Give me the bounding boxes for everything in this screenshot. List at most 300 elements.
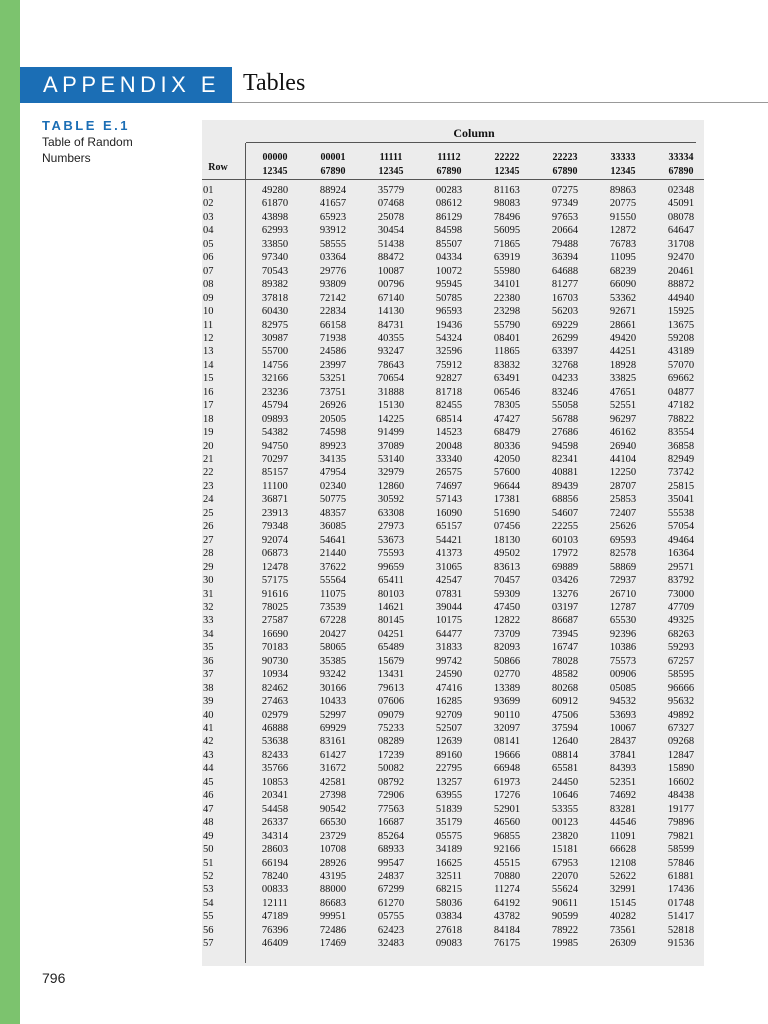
table-cell: 31708 xyxy=(667,238,695,250)
row-number: 03 xyxy=(203,211,214,223)
page-number: 796 xyxy=(42,970,66,986)
row-number: 43 xyxy=(203,749,214,761)
table-cell: 84184 xyxy=(493,924,521,936)
table-cell: 36858 xyxy=(667,440,695,452)
table-cell: 15130 xyxy=(377,400,405,412)
table-cell: 24586 xyxy=(319,346,347,358)
table-cell: 10386 xyxy=(609,642,637,654)
row-number: 19 xyxy=(203,427,214,439)
table-cell: 81277 xyxy=(551,279,579,291)
table-cell: 98083 xyxy=(493,198,521,210)
table-cell: 56788 xyxy=(551,413,579,425)
header-rule xyxy=(232,102,768,103)
table-cell: 13257 xyxy=(435,776,463,788)
table-cell: 64688 xyxy=(551,265,579,277)
table-cell: 54458 xyxy=(261,803,289,815)
row-number: 49 xyxy=(203,830,214,842)
table-cell: 99659 xyxy=(377,561,405,573)
table-cell: 37841 xyxy=(609,749,637,761)
table-cell: 55980 xyxy=(493,265,521,277)
table-row xyxy=(0,453,768,466)
table-cell: 82433 xyxy=(261,749,289,761)
table-cell: 30592 xyxy=(377,494,405,506)
table-row xyxy=(0,278,768,291)
table-cell: 36394 xyxy=(551,252,579,264)
table-cell: 49280 xyxy=(261,185,289,196)
table-cell: 08078 xyxy=(667,211,695,223)
table-row xyxy=(0,655,768,668)
table-cell: 83161 xyxy=(319,736,347,748)
table-cell: 90542 xyxy=(319,803,347,815)
table-cell: 82341 xyxy=(551,454,579,465)
table-row xyxy=(0,735,768,748)
table-cell: 63955 xyxy=(435,790,463,802)
table-cell: 82975 xyxy=(261,319,289,331)
table-cell: 00123 xyxy=(551,817,579,829)
table-cell: 96666 xyxy=(667,682,695,694)
table-cell: 80103 xyxy=(377,588,405,600)
row-number: 14 xyxy=(203,359,214,371)
table-cell: 22070 xyxy=(551,870,579,882)
row-number: 24 xyxy=(203,494,214,506)
table-row xyxy=(0,803,768,816)
table-cell: 47182 xyxy=(667,400,695,412)
row-number: 22 xyxy=(203,467,214,479)
table-cell: 72486 xyxy=(319,924,347,936)
table-cell: 55624 xyxy=(551,884,579,896)
row-number: 45 xyxy=(203,776,214,788)
table-cell: 53362 xyxy=(609,292,637,304)
table-cell: 23729 xyxy=(319,830,347,842)
table-cell: 02348 xyxy=(667,185,695,196)
row-number: 27 xyxy=(203,534,214,546)
row-number: 34 xyxy=(203,628,214,640)
table-cell: 63397 xyxy=(551,346,579,358)
table-cell: 20664 xyxy=(551,225,579,237)
row-number: 54 xyxy=(203,897,214,909)
column-header-line2: 67890 xyxy=(552,166,578,177)
column-header-line1: 00000 xyxy=(262,152,288,163)
table-cell: 07275 xyxy=(551,185,579,196)
table-cell: 74692 xyxy=(609,790,637,802)
row-number: 02 xyxy=(203,198,214,210)
table-caption: Table of Random Numbers xyxy=(42,135,133,165)
table-cell: 89382 xyxy=(261,279,289,291)
table-row xyxy=(0,345,768,358)
table-cell: 53355 xyxy=(551,803,579,815)
row-number: 06 xyxy=(203,252,214,264)
table-cell: 75573 xyxy=(609,655,637,667)
table-cell: 30454 xyxy=(377,225,405,237)
table-cell: 59208 xyxy=(667,332,695,344)
table-row xyxy=(0,265,768,278)
table-cell: 17381 xyxy=(493,494,521,506)
table-cell: 66090 xyxy=(609,279,637,291)
table-cell: 39044 xyxy=(435,601,463,613)
table-cell: 75233 xyxy=(377,723,405,734)
table-cell: 55564 xyxy=(319,575,347,587)
table-cell: 49892 xyxy=(667,709,695,721)
table-cell: 90611 xyxy=(552,897,578,909)
table-cell: 40355 xyxy=(377,332,405,344)
table-cell: 07606 xyxy=(377,696,405,708)
row-number: 53 xyxy=(203,884,214,896)
table-cell: 82578 xyxy=(609,548,637,560)
row-number: 50 xyxy=(203,844,214,856)
table-cell: 42547 xyxy=(435,575,463,587)
table-cell: 88872 xyxy=(667,279,695,291)
table-cell: 31888 xyxy=(377,386,405,398)
table-cell: 25815 xyxy=(667,480,695,492)
column-header-line1: 22222 xyxy=(494,152,520,163)
table-cell: 17276 xyxy=(493,790,521,802)
table-cell: 61270 xyxy=(377,897,405,909)
table-cell: 68263 xyxy=(667,628,695,640)
table-cell: 45794 xyxy=(261,400,289,412)
table-cell: 12478 xyxy=(261,561,289,573)
row-number: 25 xyxy=(203,507,214,519)
table-cell: 90599 xyxy=(551,911,579,923)
table-cell: 78822 xyxy=(667,413,695,425)
table-cell: 04251 xyxy=(377,628,405,640)
table-cell: 10708 xyxy=(319,844,347,856)
table-row xyxy=(0,319,768,332)
table-cell: 12640 xyxy=(551,736,579,748)
table-cell: 02979 xyxy=(261,709,289,721)
table-cell: 24450 xyxy=(551,776,579,788)
table-cell: 12872 xyxy=(609,225,637,237)
table-cell: 62993 xyxy=(261,225,289,237)
table-cell: 99951 xyxy=(319,911,347,923)
table-cell: 41373 xyxy=(435,548,463,560)
column-header-line2: 12345 xyxy=(494,166,520,177)
table-row xyxy=(0,789,768,802)
table-cell: 53140 xyxy=(377,454,405,465)
table-cell: 85507 xyxy=(435,238,463,250)
table-cell: 95945 xyxy=(435,279,463,291)
table-cell: 52351 xyxy=(609,776,637,788)
table-cell: 42581 xyxy=(319,776,347,788)
table-cell: 12108 xyxy=(609,857,637,869)
table-cell: 35179 xyxy=(435,817,463,829)
table-cell: 37089 xyxy=(377,440,405,452)
table-cell: 11865 xyxy=(494,346,520,358)
table-cell: 91499 xyxy=(377,427,405,439)
table-cell: 71938 xyxy=(319,332,347,344)
table-cell: 02770 xyxy=(493,669,521,681)
table-cell: 31065 xyxy=(435,561,463,573)
table-cell: 07831 xyxy=(435,588,463,600)
table-cell: 00796 xyxy=(377,279,405,291)
table-cell: 43898 xyxy=(261,211,289,223)
table-cell: 51839 xyxy=(435,803,463,815)
table-cell: 65923 xyxy=(319,211,347,223)
table-cell: 73751 xyxy=(319,386,347,398)
table-cell: 83613 xyxy=(493,561,521,573)
table-cell: 10067 xyxy=(609,723,637,734)
table-cell: 82093 xyxy=(493,642,521,654)
table-cell: 66628 xyxy=(609,844,637,856)
table-row xyxy=(0,224,768,237)
table-cell: 83792 xyxy=(667,575,695,587)
table-cell: 67257 xyxy=(667,655,695,667)
column-header xyxy=(309,151,357,179)
table-cell: 72906 xyxy=(377,790,405,802)
table-row xyxy=(0,493,768,506)
table-cell: 66948 xyxy=(493,763,521,775)
table-cell: 48582 xyxy=(551,669,579,681)
table-cell: 31672 xyxy=(319,763,347,775)
table-row xyxy=(0,776,768,789)
table-cell: 59293 xyxy=(667,642,695,654)
table-cell: 70183 xyxy=(261,642,289,654)
table-cell: 74598 xyxy=(319,427,347,439)
table-cell: 92709 xyxy=(435,709,463,721)
table-cell: 94750 xyxy=(261,440,289,452)
column-header-line1: 33333 xyxy=(610,152,636,163)
table-cell: 54421 xyxy=(435,534,463,546)
table-cell: 35041 xyxy=(667,494,695,506)
row-number: 33 xyxy=(203,615,214,627)
table-cell: 28437 xyxy=(609,736,637,748)
table-cell: 58555 xyxy=(319,238,347,250)
table-cell: 14621 xyxy=(377,601,405,613)
table-cell: 63491 xyxy=(493,373,521,385)
table-cell: 12111 xyxy=(262,897,288,909)
table-row xyxy=(0,292,768,305)
table-cell: 12787 xyxy=(609,601,637,613)
row-number: 38 xyxy=(203,682,214,694)
table-cell: 57143 xyxy=(435,494,463,506)
table-cell: 57070 xyxy=(667,359,695,371)
table-cell: 68215 xyxy=(435,884,463,896)
table-cell: 43195 xyxy=(319,870,347,882)
table-cell: 65411 xyxy=(378,575,404,587)
table-cell: 26337 xyxy=(261,817,289,829)
column-header xyxy=(367,151,415,179)
table-cell: 17436 xyxy=(667,884,695,896)
table-row xyxy=(0,372,768,385)
table-cell: 16690 xyxy=(261,628,289,640)
table-row xyxy=(0,830,768,843)
row-number: 09 xyxy=(203,292,214,304)
table-cell: 05085 xyxy=(609,682,637,694)
table-cell: 69929 xyxy=(319,723,347,734)
table-cell: 84598 xyxy=(435,225,463,237)
table-cell: 24837 xyxy=(377,870,405,882)
table-cell: 32483 xyxy=(377,938,405,950)
table-cell: 26575 xyxy=(435,467,463,479)
table-cell: 75912 xyxy=(435,359,463,371)
row-number: 51 xyxy=(203,857,214,869)
table-cell: 15890 xyxy=(667,763,695,775)
table-row xyxy=(0,574,768,587)
table-cell: 16703 xyxy=(551,292,579,304)
table-cell: 47450 xyxy=(493,601,521,613)
table-cell: 82949 xyxy=(667,454,695,465)
table-cell: 89160 xyxy=(435,749,463,761)
table-cell: 79613 xyxy=(377,682,405,694)
table-cell: 50866 xyxy=(493,655,521,667)
table-row xyxy=(0,440,768,453)
table-cell: 54382 xyxy=(261,427,289,439)
table-cell: 73709 xyxy=(493,628,521,640)
table-cell: 12847 xyxy=(667,749,695,761)
table-cell: 32097 xyxy=(493,723,521,734)
table-cell: 83246 xyxy=(551,386,579,398)
row-number: 20 xyxy=(203,440,214,452)
table-cell: 65581 xyxy=(551,763,579,775)
table-cell: 32979 xyxy=(377,467,405,479)
table-cell: 11075 xyxy=(320,588,346,600)
table-cell: 52622 xyxy=(609,870,637,882)
row-number: 55 xyxy=(203,911,214,923)
table-cell: 23236 xyxy=(261,386,289,398)
table-cell: 41657 xyxy=(319,198,347,210)
table-cell: 61973 xyxy=(493,776,521,788)
table-row xyxy=(0,628,768,641)
row-number: 48 xyxy=(203,817,214,829)
row-number: 57 xyxy=(203,938,214,950)
table-cell: 62423 xyxy=(377,924,405,936)
table-cell: 69662 xyxy=(667,373,695,385)
table-cell: 52997 xyxy=(319,709,347,721)
table-cell: 47427 xyxy=(493,413,521,425)
row-number: 16 xyxy=(203,386,214,398)
table-cell: 66530 xyxy=(319,817,347,829)
table-cell: 79348 xyxy=(261,521,289,533)
table-cell: 20775 xyxy=(609,198,637,210)
table-cell: 78922 xyxy=(551,924,579,936)
table-cell: 70543 xyxy=(261,265,289,277)
table-cell: 72407 xyxy=(609,507,637,519)
table-cell: 36085 xyxy=(319,521,347,533)
table-cell: 14130 xyxy=(377,306,405,318)
table-cell: 70297 xyxy=(261,454,289,465)
table-cell: 47651 xyxy=(609,386,637,398)
table-cell: 60430 xyxy=(261,306,289,318)
table-cell: 22380 xyxy=(493,292,521,304)
table-cell: 44251 xyxy=(609,346,637,358)
column-header-line1: 11111 xyxy=(379,152,403,163)
table-cell: 85264 xyxy=(377,830,405,842)
table-cell: 30166 xyxy=(319,682,347,694)
table-cell: 69889 xyxy=(551,561,579,573)
table-cell: 65157 xyxy=(435,521,463,533)
table-cell: 00906 xyxy=(609,669,637,681)
table-cell: 08401 xyxy=(493,332,521,344)
table-cell: 86129 xyxy=(435,211,463,223)
table-cell: 72142 xyxy=(319,292,347,304)
table-cell: 84731 xyxy=(377,319,405,331)
table-cell: 92166 xyxy=(493,844,521,856)
table-cell: 26299 xyxy=(551,332,579,344)
table-cell: 74697 xyxy=(435,480,463,492)
table-cell: 86687 xyxy=(551,615,579,627)
table-cell: 47506 xyxy=(551,709,579,721)
table-cell: 45091 xyxy=(667,198,695,210)
table-cell: 11274 xyxy=(494,884,520,896)
table-cell: 81718 xyxy=(435,386,463,398)
table-cell: 51438 xyxy=(377,238,405,250)
table-cell: 90730 xyxy=(261,655,289,667)
table-cell: 27587 xyxy=(261,615,289,627)
table-cell: 93809 xyxy=(319,279,347,291)
table-row xyxy=(0,641,768,654)
table-cell: 53673 xyxy=(377,534,405,546)
table-cell: 07468 xyxy=(377,198,405,210)
table-cell: 16687 xyxy=(377,817,405,829)
table-cell: 43782 xyxy=(493,911,521,923)
table-cell: 32991 xyxy=(609,884,637,896)
table-cell: 15181 xyxy=(551,844,579,856)
table-row xyxy=(0,722,768,735)
table-row xyxy=(0,816,768,829)
table-cell: 27618 xyxy=(435,924,463,936)
table-cell: 96593 xyxy=(435,306,463,318)
table-cell: 94532 xyxy=(609,696,637,708)
table-cell: 26940 xyxy=(609,440,637,452)
table-cell: 27463 xyxy=(261,696,289,708)
table-cell: 73539 xyxy=(319,601,347,613)
table-cell: 10646 xyxy=(551,790,579,802)
table-row xyxy=(0,857,768,870)
table-cell: 91536 xyxy=(667,938,695,950)
column-header xyxy=(483,151,531,179)
row-number: 29 xyxy=(203,561,214,573)
row-number: 56 xyxy=(203,924,214,936)
table-cell: 18130 xyxy=(493,534,521,546)
table-cell: 04877 xyxy=(667,386,695,398)
table-cell: 19177 xyxy=(667,803,695,815)
table-cell: 52818 xyxy=(667,924,695,936)
table-cell: 17469 xyxy=(319,938,347,950)
table-cell: 19666 xyxy=(493,749,521,761)
table-cell: 13431 xyxy=(377,669,405,681)
table-cell: 03197 xyxy=(551,601,579,613)
table-cell: 32596 xyxy=(435,346,463,358)
row-number: 32 xyxy=(203,601,214,613)
table-row xyxy=(0,466,768,479)
table-cell: 16364 xyxy=(667,548,695,560)
table-cell: 76175 xyxy=(493,938,521,950)
column-header-line2: 67890 xyxy=(668,166,694,177)
table-cell: 70457 xyxy=(493,575,521,587)
table-cell: 44546 xyxy=(609,817,637,829)
table-row xyxy=(0,883,768,896)
table-cell: 53638 xyxy=(261,736,289,748)
table-cell: 19436 xyxy=(435,319,463,331)
table-cell: 96297 xyxy=(609,413,637,425)
table-cell: 17972 xyxy=(551,548,579,560)
table-cell: 10087 xyxy=(377,265,405,277)
table-cell: 79821 xyxy=(667,830,695,842)
table-cell: 40282 xyxy=(609,911,637,923)
table-cell: 61881 xyxy=(667,870,695,882)
table-cell: 99742 xyxy=(435,655,463,667)
table-cell: 91616 xyxy=(261,588,289,600)
table-cell: 26926 xyxy=(319,400,347,412)
table-cell: 47954 xyxy=(319,467,347,479)
table-cell: 32511 xyxy=(436,870,462,882)
row-number: 12 xyxy=(203,332,214,344)
table-cell: 53693 xyxy=(609,709,637,721)
table-cell: 73742 xyxy=(667,467,695,479)
table-cell: 50082 xyxy=(377,763,405,775)
row-number: 17 xyxy=(203,400,214,412)
table-cell: 15925 xyxy=(667,306,695,318)
table-cell: 93912 xyxy=(319,225,347,237)
